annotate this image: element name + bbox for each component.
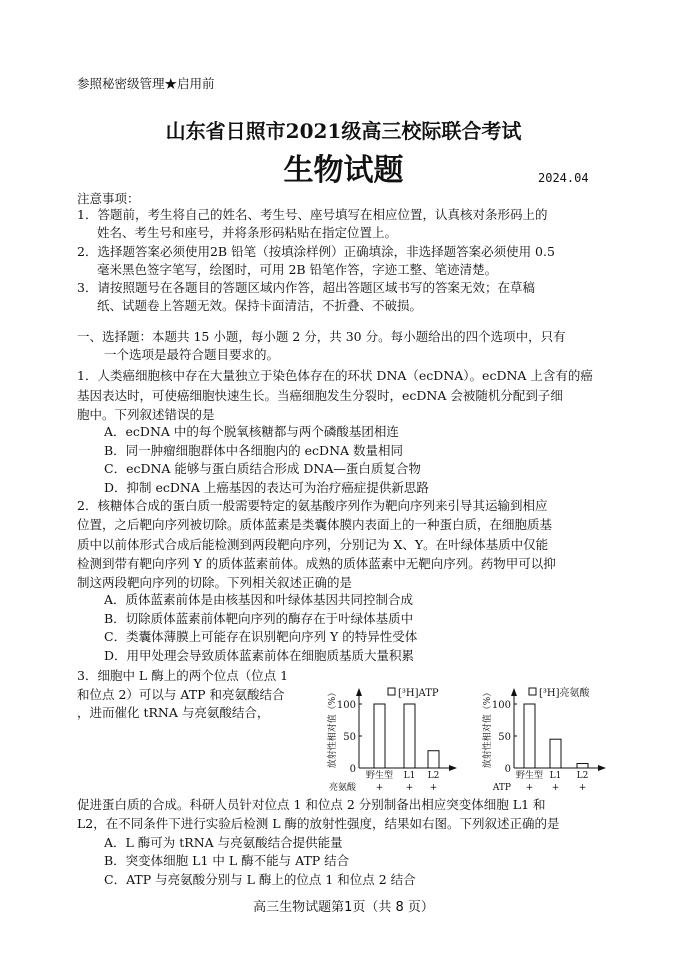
q2-option-d: D．用甲处理会导致质体蓝素前体在细胞质基质大量积累 xyxy=(104,648,415,663)
x-axis-arrow xyxy=(449,765,457,771)
q2-stem: 制这两段靶向序列的切除。下列相关叙述正确的是 xyxy=(77,575,353,590)
bar xyxy=(577,764,588,768)
page-footer: 高三生物试题第1页（共 8 页） xyxy=(253,900,434,915)
condition-label: 亮氨酸 xyxy=(328,783,356,793)
y-axis-arrow xyxy=(356,688,362,696)
notice-line: 2．选择题答案必须使用2B 铅笔（按填涂样例）正确填涂，非选择题答案必须使用 0.5 xyxy=(77,244,555,259)
legend-swatch xyxy=(529,688,536,695)
q2-option-b: B．切除质体蓝素前体靶向序列的酶存在于叶绿体基质中 xyxy=(104,611,414,626)
condition-value: + xyxy=(551,783,560,793)
q2-stem: 位置，之后靶向序列被切除。质体蓝素是类囊体膜内表面上的一种蛋白质，在细胞质基 xyxy=(77,517,553,532)
notice-line: 毫米黑色签字笔写，绘图时，可用 2B 铅笔作答，字迹工整、笔迹清楚。 xyxy=(97,262,498,277)
bar xyxy=(550,739,561,768)
q3-stem: 和位点 2）可以与 ATP 和亮氨酸结合 xyxy=(77,687,285,702)
bar xyxy=(524,704,535,768)
condition-label: ATP xyxy=(492,783,511,793)
condition-value: + xyxy=(375,783,384,793)
y-tick-label: 50 xyxy=(498,732,511,743)
q2-option-c: C．类囊体薄膜上可能存在识别靶向序列 Y 的特异性受体 xyxy=(104,629,418,644)
q1-stem: 1．人类癌细胞核中存在大量独立于染色体存在的环状 DNA（ecDNA）。ecDNA 上含有的癌 xyxy=(77,368,593,383)
y-axis-label: 放射性相对值（%） xyxy=(483,687,493,769)
y-tick-label: 100 xyxy=(336,700,356,711)
y-axis-label: 放射性相对值（%） xyxy=(328,687,338,769)
condition-value: + xyxy=(578,783,587,793)
q3-stem: L2，在不同条件下进行实验后检测 L 酶的放射性强度，结果如右图。下列叙述正确的是 xyxy=(77,816,560,831)
q2-stem: 质中以前体形式合成后能检测到两段靶向序列，分别记为 X、Y。在叶绿体基质中仅能 xyxy=(77,537,549,552)
exam-date: 2024.04 xyxy=(538,171,589,185)
legend-swatch xyxy=(388,688,395,695)
q2-stem: 检测到带有靶向序列 Y 的质体蓝素前体。成熟的质体蓝素中无靶向序列。药物甲可以抑 xyxy=(77,556,556,571)
notice-line: 姓名、考生号和座号，并将条形码粘贴在指定位置上。 xyxy=(97,225,398,240)
condition-value: + xyxy=(405,783,414,793)
q1-option-d: D．抑制 ecDNA 上癌基因的表达可为治疗癌症提供新思路 xyxy=(104,480,429,495)
condition-value: + xyxy=(429,783,438,793)
condition-value: + xyxy=(525,783,534,793)
q2-stem: 2．核糖体合成的蛋白质一般需要特定的氨基酸序列作为靶向序列来引导其运输到相应 xyxy=(77,498,548,513)
confidentiality-header: 参照秘密级管理★启用前 xyxy=(77,76,215,91)
y-tick-label: 0 xyxy=(504,764,511,775)
q1-option-b: B．同一肿瘤细胞群体中各细胞内的 ecDNA 数量相同 xyxy=(104,443,404,458)
x-tick-label: L1 xyxy=(549,771,562,781)
q3-option-a: A．L 酶可为 tRNA 与亮氨酸结合提供能量 xyxy=(104,835,343,850)
legend-label: [³H]ATP xyxy=(398,688,439,699)
x-tick-label: L1 xyxy=(403,771,416,781)
q3-option-b: B．突变体细胞 L1 中 L 酶不能与 ATP 结合 xyxy=(104,853,350,868)
section-heading: 一、选择题：本题共 15 小题，每小题 2 分，共 30 分。每小题给出的四个选项中，只有 xyxy=(77,329,566,344)
x-tick-label: 野生型 xyxy=(515,771,544,781)
y-tick-label: 0 xyxy=(349,764,356,775)
subject-title: 生物试题 xyxy=(283,153,404,188)
q2-option-a: A．质体蓝素前体是由核基因和叶绿体基因共同控制合成 xyxy=(104,592,414,607)
y-tick-label: 100 xyxy=(491,700,511,711)
section-heading-cont: 一个选项是最符合题目要求的。 xyxy=(104,347,280,362)
q3-option-c: C．ATP 与亮氨酸分别与 L 酶上的位点 1 和位点 2 结合 xyxy=(104,872,416,887)
exam-title: 山东省日照市2021级高三校际联合考试 xyxy=(165,119,522,143)
notice-line: 3．请按照题号在各题目的答题区域内作答，超出答题区域书写的答案无效；在草稿 xyxy=(77,280,535,295)
x-tick-label: 野生型 xyxy=(365,771,394,781)
q1-option-a: A．ecDNA 中的每个脱氧核糖都与两个磷酸基团相连 xyxy=(104,424,399,439)
bar xyxy=(428,751,439,768)
notice-line: 1．答题前，考生将自己的姓名、考生号、座号填写在相应位置，认真核对条形码上的 xyxy=(77,207,548,222)
bar xyxy=(404,704,415,768)
q1-stem: 胞中。下列叙述错误的是 xyxy=(77,407,215,422)
x-axis-arrow xyxy=(598,765,606,771)
q3-stem: ，进而催化 tRNA 与亮氨酸结合， xyxy=(77,705,270,720)
y-axis-arrow xyxy=(511,688,517,696)
q1-stem: 基因表达时，可使癌细胞快速生长。当癌细胞发生分裂时，ecDNA 会被随机分配到子细 xyxy=(77,388,563,403)
notice-heading: 注意事项： xyxy=(77,191,140,206)
q1-option-c: C．ecDNA 能够与蛋白质结合形成 DNA—蛋白质复合物 xyxy=(104,461,421,476)
y-tick-label: 50 xyxy=(343,732,356,743)
q3-stem: 促进蛋白质的合成。科研人员针对位点 1 和位点 2 分别制备出相应突变体细胞 L1 和 xyxy=(77,797,546,812)
q3-stem: 3．细胞中 L 酶上的两个位点（位点 1 xyxy=(77,668,289,683)
legend-label: [³H]亮氨酸 xyxy=(539,688,590,699)
x-tick-label: L2 xyxy=(576,771,589,781)
bar xyxy=(374,704,385,768)
x-tick-label: L2 xyxy=(427,771,440,781)
notice-line: 纸、试题卷上答题无效。保持卡面清洁，不折叠、不破损。 xyxy=(97,298,423,313)
